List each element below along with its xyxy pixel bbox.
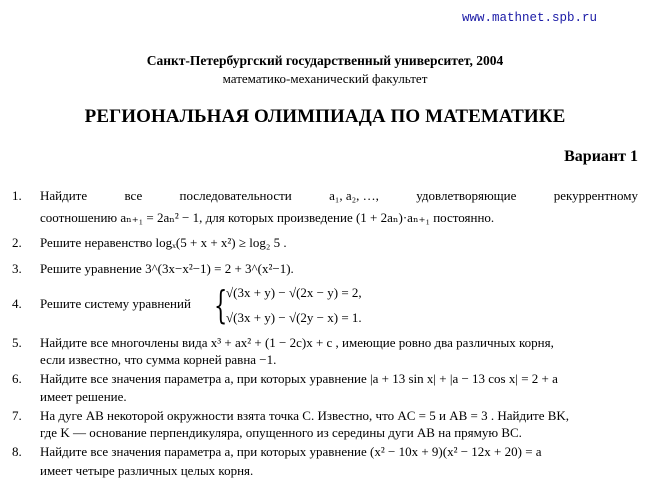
problem-number: 5. <box>12 335 22 350</box>
system-equation-1: √(3x + y) − √(2x − y) = 2, <box>226 285 362 300</box>
problem-1-word: последовательности <box>179 188 292 203</box>
problem-2-text: Решите неравенство logₓ(5 + x + x²) ≥ log₂ 5 . <box>40 235 287 250</box>
problem-number: 8. <box>12 444 22 459</box>
olympiad-title: РЕГИОНАЛЬНАЯ ОЛИМПИАДА ПО МАТЕМАТИКЕ <box>84 106 566 127</box>
problem-1-word: a₁, a₂, …, <box>329 188 379 203</box>
problem-7-line-2: где K — основание перпендикуляра, опущенного из середины дуги AB на прямую BC. <box>40 425 522 440</box>
problem-1-word: все <box>124 188 143 203</box>
problem-number: 4. <box>12 296 22 311</box>
problem-5-line-2: если известно, что сумма корней равна −1. <box>40 352 277 367</box>
problem-6-line-1: Найдите все значения параметра a, при которых уравнение |a + 13 sin x| + |a − 13 cos x| = 2 + a <box>40 371 558 386</box>
problem-1-word: удовлетворяющие <box>416 188 517 203</box>
university-heading: Санкт-Петербургский государственный университет, 2004 <box>146 53 504 68</box>
problem-1-line-1 <box>40 188 638 204</box>
variant-label: Вариант 1 <box>564 148 638 165</box>
problem-3-text: Решите уравнение 3^(3x−x²−1) = 2 + 3^(x²−1). <box>40 261 294 276</box>
problem-5-line-1: Найдите все многочлены вида x³ + ax² + (1 − 2c)x + c , имеющие ровно два различных корня, <box>40 335 554 350</box>
faculty-subheading: математико-механический факультет <box>222 71 428 86</box>
problem-number: 7. <box>12 408 22 423</box>
problem-8-line-2: имеет четыре различных целых корня. <box>40 463 254 478</box>
source-url-link[interactable]: www.mathnet.spb.ru <box>462 11 598 25</box>
problem-8-line-1: Найдите все значения параметра a, при которых уравнение (x² − 10x + 9)(x² − 12x + 20) = a <box>40 444 542 459</box>
problem-number: 2. <box>12 235 22 250</box>
problem-number: 3. <box>12 261 22 276</box>
system-equation-2: √(3x + y) − √(2y − x) = 1. <box>226 310 362 325</box>
problem-7-line-1: На дуге AB некоторой окружности взята точка C. Известно, что AC = 5 и AB = 3 . Найдите BK, <box>40 408 570 423</box>
problem-number: 6. <box>12 371 22 386</box>
system-brace: { <box>214 283 228 327</box>
problem-1-word: рекуррентному <box>553 188 638 203</box>
problem-number: 1. <box>12 188 22 203</box>
problem-1-line-2: соотношению aₙ₊₁ = 2aₙ² − 1, для которых произведение (1 + 2aₙ)·aₙ₊₁ постоянно. <box>40 210 495 225</box>
problem-6-line-2: имеет решение. <box>40 389 127 404</box>
problem-4-text: Решите систему уравнений <box>40 296 191 311</box>
problem-1-word: Найдите <box>40 188 88 203</box>
